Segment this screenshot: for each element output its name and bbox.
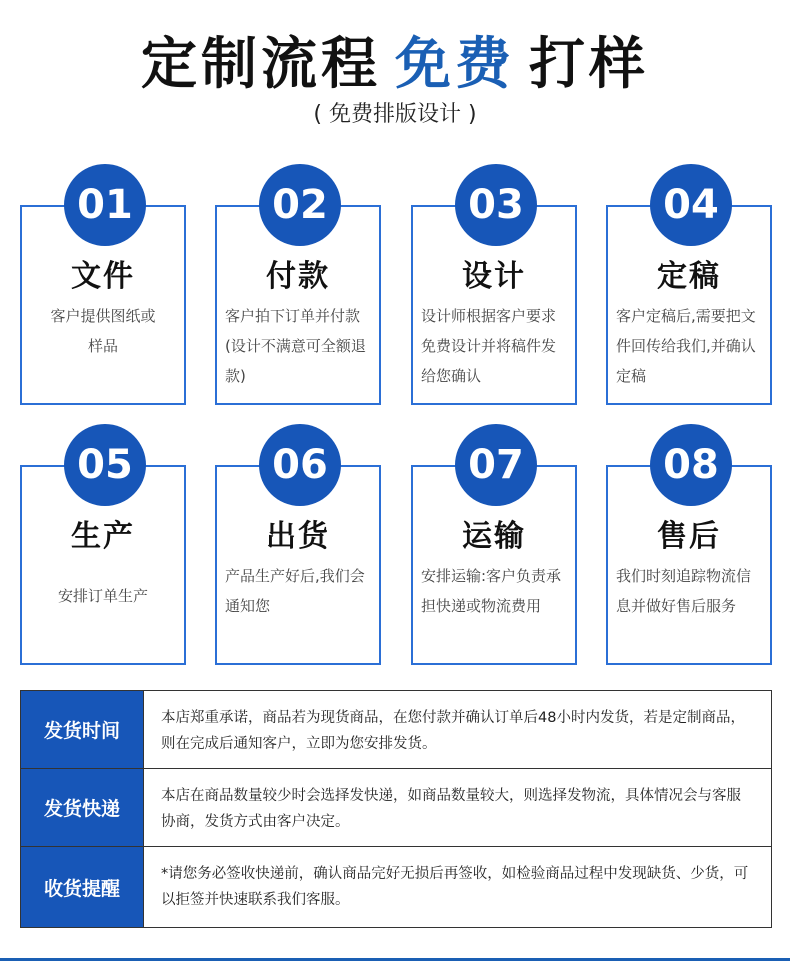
step-description: 设计师根据客户要求免费设计并将稿件发给您确认 [421,307,557,385]
step-card-01 [20,182,186,405]
info-text: *请您务必签收快递前，确认商品完好无损后再签收，如检验商品过程中发现缺货、少货，可以拒签并快速联系我们客服。 [161,866,749,908]
info-label: 发货时间 [21,691,144,768]
step-card-04 [606,182,772,405]
info-label: 收货提醒 [21,847,144,927]
step-description: 客户拍下订单并付款(设计不满意可全额退款) [225,307,366,385]
step-description: 产品生产好后,我们会通知您 [225,567,365,615]
step-title: 出货 [266,519,330,554]
step-title: 设计 [462,259,526,294]
step-description: 我们时刻追踪物流信息并做好售后服务 [616,567,752,615]
step-title: 售后 [657,519,721,554]
bottom-divider [0,958,790,961]
title-highlight: 免费 [395,32,515,97]
step-number-badge: 06 [259,424,341,506]
step-card-06 [215,442,381,665]
info-row-courier [21,769,771,847]
step-description: 安排运输:客户负责承担快递或物流费用 [421,567,562,615]
page-subtitle: ( 免费排版设计 ) [313,102,477,127]
step-title: 付款 [266,259,330,294]
shipping-info-table [20,690,772,928]
step-card-08 [606,442,772,665]
step-number-badge: 05 [64,424,146,506]
title-part2: 打样 [529,32,649,97]
info-text: 本店在商品数量较少时会选择发快递，如商品数量较大，则选择发物流，具体情况会与客服协商，发货方式由客户决定。 [161,788,741,830]
step-description: 安排订单生产 [57,587,148,605]
step-card-07 [411,442,577,665]
step-card-05 [20,442,186,665]
step-number-badge: 02 [259,164,341,246]
step-title: 生产 [71,519,135,554]
step-number-badge: 07 [455,424,537,506]
info-row-ship-time [21,691,771,769]
step-number-badge: 08 [650,424,732,506]
title-part1: 定制流程 [141,32,381,97]
step-card-02 [215,182,381,405]
step-number-badge: 04 [650,164,732,246]
step-title: 定稿 [657,259,721,294]
step-number-badge: 01 [64,164,146,246]
page-title [0,30,790,100]
step-title: 运输 [462,519,526,554]
step-card-03 [411,182,577,405]
info-label: 发货快递 [21,769,144,846]
step-number-badge: 03 [455,164,537,246]
step-title: 文件 [71,259,135,294]
info-text: 本店郑重承诺，商品若为现货商品，在您付款并确认订单后48小时内发货，若是定制商品，则在完成后通知客户，立即为您安排发货。 [161,710,745,752]
step-description: 客户提供图纸或样品 [50,307,156,355]
info-row-receipt-reminder [21,847,771,927]
step-description: 客户定稿后,需要把文件回传给我们,并确认定稿 [616,307,756,385]
